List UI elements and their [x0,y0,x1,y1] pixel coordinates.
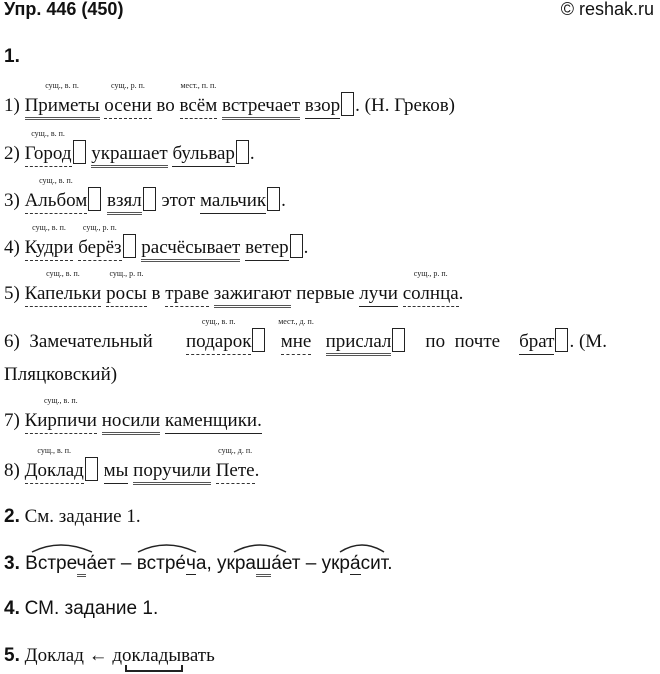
object-word: сущ., р. п. солнца [403,283,459,307]
ending-box [88,187,101,211]
predicate-word: прислал [326,331,392,356]
section-4: 4. СМ. задание 1. [4,598,159,619]
word-root-arc: украша́ет [217,553,300,575]
predicate-word: взял [107,190,142,215]
subject-word: каменщики. [165,410,262,434]
ending-box [267,187,280,211]
object-word: сущ., д. п. Пете [216,460,255,484]
word-root-arc: укра́сит. [321,553,393,574]
object-word: сущ., в. п. Кудри [25,237,74,261]
word-root-arc: встре́ча [136,553,207,574]
ending-box [341,92,354,116]
object-word: сущ., в. п. Кирпичи [25,410,97,434]
sentence-2: 2) сущ., в. п. Город украшает бульвар . [4,140,255,168]
word-root-arc: Встреча́ет [25,553,116,575]
root-arcs [0,536,660,556]
object-word: сущ., р. п. росы [106,283,147,307]
subject-word: сущ., в. п. Город [25,143,72,167]
exercise-title: Упр. 446 (450) [4,0,124,19]
ending-box [143,187,156,211]
ending-box [392,328,405,352]
object-word: сущ., в. п. Альбом [25,190,88,214]
ending-box [85,457,98,481]
ending-box [290,234,303,258]
pronoun-word: мест., п. п. всём [180,95,218,119]
ending-box [252,328,265,352]
ending-box [73,140,86,164]
site-credit: © reshak.ru [560,0,654,19]
predicate-word: украшает [91,143,167,168]
object-word: сущ., в. п. Капельки [25,283,102,307]
predicate-word: расчёсывает [141,237,240,262]
sentence-7: 7) сущ., в. п. Кирпичи носили каменщики. [4,410,262,435]
subject-word: сущ., в. п. Приметы [25,95,100,120]
object-word: взор [305,95,340,119]
sentence-6-continuation: Пляцковский) [4,364,118,385]
section-2: 2. См. задание 1. [4,506,141,527]
sentence-number: 1) [4,95,20,116]
sentence-4: 4) сущ., в. п. Кудри сущ., р. п. берёз расчёсывает ветер . [4,234,308,262]
sentence-8: 8) сущ., в. п. Доклад мы поручили сущ., д. п. Пете. [4,457,259,485]
section-3: 3. Встреча́ет – встре́ча, украша́ет – укра́сит. [4,553,393,575]
section-5: 5. Доклад ← докладывать [4,645,215,666]
ending-box [123,234,136,258]
subject-word: брат [519,331,554,355]
object-word: бульвар [172,143,234,167]
derivation-bracket [0,664,660,674]
object-word: траве [165,283,209,307]
object-word: сущ., р. п. берёз [78,237,121,261]
sentence-3: 3) сущ., в. п. Альбом взял этот мальчик . [4,187,286,215]
sentence-6: 6) Замечательный сущ., в. п. подарок мест., д. п. мне прислал по почте брат . (М. [4,328,607,356]
pronoun-word: мест., д. п. мне [281,331,312,355]
object-word: сущ., в. п. Доклад [25,460,84,484]
ending-box [555,328,568,352]
predicate-word: поручили [133,460,211,485]
predicate-word: зажигают [214,283,292,308]
object-word: сущ., р. п. осени [104,95,151,119]
subject-word: мальчик [200,190,266,214]
header [0,0,660,22]
predicate-word: носили [102,410,160,435]
predicate-word: встречает [222,95,300,120]
sentence-5: 5) сущ., в. п. Капельки сущ., р. п. росы в траве зажигают первые лучи сущ., р. п. солнца. [4,283,463,308]
derivation-base: доклад [112,645,169,666]
object-word: сущ., в. п. подарок [186,331,251,355]
sentence-1: 1) сущ., в. п. Приметы сущ., р. п. осени во мест., п. п. всём встречает взор . (Н. Греков) [4,92,455,120]
subject-word: ветер [245,237,289,261]
subject-word: лучи [359,283,398,307]
ending-box [236,140,249,164]
subject-word: мы [104,460,129,484]
section-1-number: 1. [4,46,20,67]
